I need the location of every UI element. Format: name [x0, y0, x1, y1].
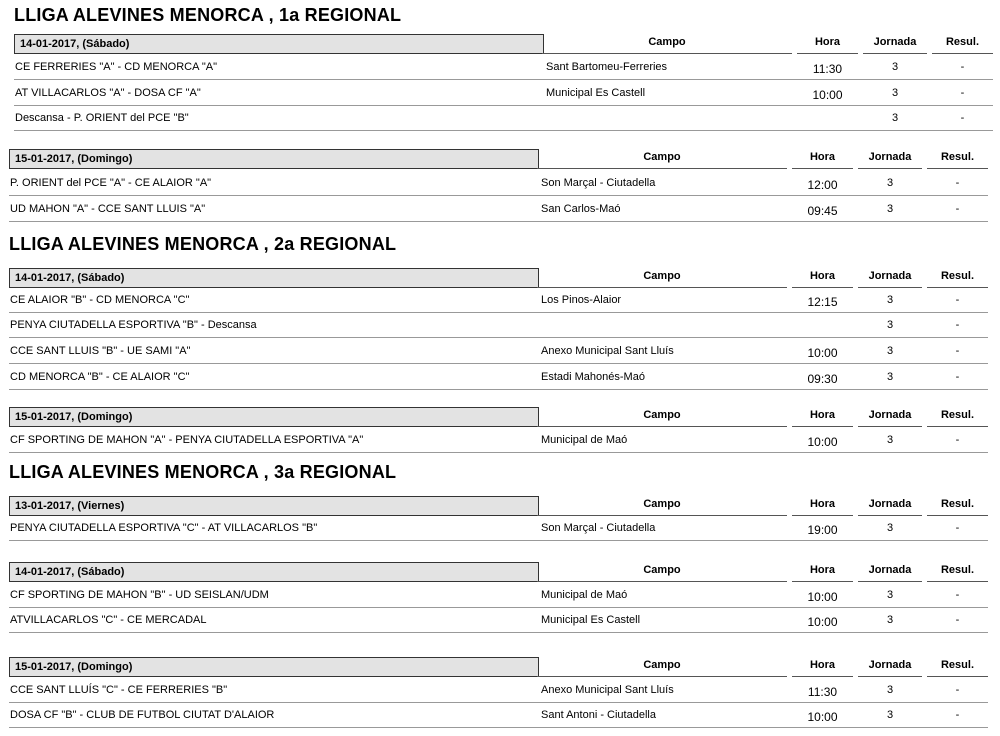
- match-hora: 10:00: [807, 346, 838, 360]
- header-jornada: Jornada: [868, 270, 912, 282]
- header-underline: [927, 676, 988, 677]
- match-campo: Municipal de Maó: [541, 434, 628, 446]
- date-header: 15-01-2017, (Domingo): [9, 149, 539, 169]
- match-teams: CE FERRERIES "A" - CD MENORCA "A": [15, 61, 218, 73]
- header-underline: [858, 581, 922, 582]
- header-underline: [792, 515, 853, 516]
- match-hora: 10:00: [807, 435, 838, 449]
- match-jornada: 3: [886, 294, 894, 306]
- match-campo: Municipal de Maó: [541, 589, 628, 601]
- header-underline: [792, 426, 853, 427]
- match-hora: 12:15: [807, 295, 838, 309]
- match-teams: AT VILLACARLOS "A" - DOSA CF "A": [15, 87, 201, 99]
- header-hora: Hora: [809, 659, 836, 671]
- header-underline: [537, 676, 787, 677]
- match-hora: 10:00: [807, 590, 838, 604]
- header-underline: [858, 287, 922, 288]
- match-campo: Los Pinos-Alaior: [541, 294, 622, 306]
- row-separator: [9, 540, 988, 541]
- match-jornada: 3: [886, 177, 894, 189]
- header-campo: Campo: [643, 498, 681, 510]
- header-underline: [863, 53, 927, 54]
- header-hora: Hora: [809, 498, 836, 510]
- match-hora: 12:00: [807, 178, 838, 192]
- match-campo: Anexo Municipal Sant Lluís: [541, 345, 674, 357]
- row-separator: [9, 452, 988, 453]
- header-hora: Hora: [809, 564, 836, 576]
- header-underline: [927, 287, 988, 288]
- match-jornada: 3: [886, 522, 894, 534]
- header-underline: [858, 426, 922, 427]
- match-jornada: 3: [886, 684, 894, 696]
- match-jornada: 3: [886, 434, 894, 446]
- match-campo: Anexo Municipal Sant Lluís: [541, 684, 674, 696]
- row-separator: [9, 632, 988, 633]
- header-underline: [858, 168, 922, 169]
- match-teams: CCE SANT LLUÍS "C" - CE FERRERIES "B": [10, 684, 228, 696]
- match-hora: 09:45: [807, 204, 838, 218]
- match-campo: San Carlos-Maó: [541, 203, 621, 215]
- match-resul: -: [955, 522, 960, 534]
- match-resul: -: [955, 614, 960, 626]
- match-hora: 09:30: [807, 372, 838, 386]
- match-teams: P. ORIENT del PCE "A" - CE ALAIOR "A": [10, 177, 212, 189]
- header-hora: Hora: [809, 151, 836, 163]
- header-campo: Campo: [643, 409, 681, 421]
- match-resul: -: [955, 684, 960, 696]
- header-resul: Resul.: [940, 270, 974, 282]
- match-resul: -: [960, 112, 965, 124]
- header-underline: [537, 515, 787, 516]
- row-separator: [14, 105, 993, 106]
- match-teams: DOSA CF "B" - CLUB DE FUTBOL CIUTAT D'ALAIOR: [10, 709, 275, 721]
- match-hora: 10:00: [807, 710, 838, 724]
- header-underline: [542, 53, 792, 54]
- match-resul: -: [955, 294, 960, 306]
- match-resul: -: [955, 589, 960, 601]
- match-jornada: 3: [886, 345, 894, 357]
- header-campo: Campo: [643, 151, 681, 163]
- match-jornada: 3: [891, 61, 899, 73]
- header-underline: [927, 426, 988, 427]
- match-resul: -: [955, 203, 960, 215]
- match-hora: 10:00: [812, 88, 843, 102]
- match-jornada: 3: [891, 112, 899, 124]
- header-resul: Resul.: [940, 659, 974, 671]
- header-underline: [932, 53, 993, 54]
- match-campo: Sant Antoni - Ciutadella: [541, 709, 656, 721]
- match-resul: -: [960, 87, 965, 99]
- match-jornada: 3: [886, 319, 894, 331]
- header-jornada: Jornada: [868, 564, 912, 576]
- match-teams: CF SPORTING DE MAHON "A" - PENYA CIUTADELLA ESPORTIVA "A": [10, 434, 364, 446]
- match-teams: CD MENORCA "B" - CE ALAIOR "C": [10, 371, 190, 383]
- match-jornada: 3: [891, 87, 899, 99]
- match-jornada: 3: [886, 709, 894, 721]
- row-separator: [9, 337, 988, 338]
- header-campo: Campo: [648, 36, 686, 48]
- match-teams: CF SPORTING DE MAHON "B" - UD SEISLAN/UDM: [10, 589, 269, 601]
- header-hora: Hora: [809, 409, 836, 421]
- row-separator: [9, 607, 988, 608]
- row-separator: [9, 221, 988, 222]
- match-teams: PENYA CIUTADELLA ESPORTIVA "C" - AT VILLACARLOS "B": [10, 522, 318, 534]
- row-separator: [14, 130, 993, 131]
- header-jornada: Jornada: [868, 498, 912, 510]
- header-underline: [858, 515, 922, 516]
- header-underline: [537, 426, 787, 427]
- header-resul: Resul.: [940, 151, 974, 163]
- row-separator: [9, 363, 988, 364]
- match-resul: -: [955, 709, 960, 721]
- header-campo: Campo: [643, 659, 681, 671]
- section-title: LLIGA ALEVINES MENORCA , 3a REGIONAL: [9, 462, 397, 482]
- match-resul: -: [955, 345, 960, 357]
- match-resul: -: [955, 319, 960, 331]
- match-teams: CE ALAIOR "B" - CD MENORCA "C": [10, 294, 190, 306]
- match-resul: -: [955, 177, 960, 189]
- header-resul: Resul.: [940, 409, 974, 421]
- row-separator: [9, 727, 988, 728]
- match-campo: Sant Bartomeu-Ferreries: [546, 61, 668, 73]
- match-hora: 11:30: [812, 62, 843, 76]
- header-jornada: Jornada: [868, 659, 912, 671]
- match-teams: PENYA CIUTADELLA ESPORTIVA "B" - Descansa: [10, 319, 257, 331]
- date-header: 13-01-2017, (Viernes): [9, 496, 539, 516]
- header-campo: Campo: [643, 564, 681, 576]
- section-title: LLIGA ALEVINES MENORCA , 1a REGIONAL: [14, 5, 402, 25]
- header-jornada: Jornada: [868, 151, 912, 163]
- header-resul: Resul.: [940, 564, 974, 576]
- match-jornada: 3: [886, 589, 894, 601]
- header-underline: [792, 581, 853, 582]
- header-campo: Campo: [643, 270, 681, 282]
- header-underline: [792, 168, 853, 169]
- match-resul: -: [955, 434, 960, 446]
- match-campo: Estadi Mahonés-Maó: [541, 371, 645, 383]
- match-jornada: 3: [886, 614, 894, 626]
- row-separator: [9, 389, 988, 390]
- match-campo: Son Marçal - Ciutadella: [541, 177, 656, 189]
- match-campo: Son Marçal - Ciutadella: [541, 522, 656, 534]
- header-underline: [927, 168, 988, 169]
- header-underline: [792, 287, 853, 288]
- match-resul: -: [955, 371, 960, 383]
- match-hora: 19:00: [807, 523, 838, 537]
- match-jornada: 3: [886, 203, 894, 215]
- date-header: 15-01-2017, (Domingo): [9, 407, 539, 427]
- date-header: 14-01-2017, (Sábado): [14, 34, 544, 54]
- header-underline: [537, 581, 787, 582]
- row-separator: [14, 79, 993, 80]
- date-header: 14-01-2017, (Sábado): [9, 268, 539, 288]
- header-resul: Resul.: [940, 498, 974, 510]
- header-underline: [858, 676, 922, 677]
- row-separator: [9, 195, 988, 196]
- header-underline: [537, 287, 787, 288]
- match-hora: 11:30: [807, 685, 838, 699]
- header-jornada: Jornada: [868, 409, 912, 421]
- match-teams: UD MAHON "A" - CCE SANT LLUIS "A": [10, 203, 206, 215]
- match-resul: -: [960, 61, 965, 73]
- header-underline: [537, 168, 787, 169]
- date-header: 14-01-2017, (Sábado): [9, 562, 539, 582]
- match-campo: Municipal Es Castell: [541, 614, 641, 626]
- header-underline: [927, 515, 988, 516]
- match-teams: CCE SANT LLUIS "B" - UE SAMI "A": [10, 345, 191, 357]
- row-separator: [9, 702, 988, 703]
- header-underline: [927, 581, 988, 582]
- section-title: LLIGA ALEVINES MENORCA , 2a REGIONAL: [9, 234, 397, 254]
- match-campo: Municipal Es Castell: [546, 87, 646, 99]
- match-jornada: 3: [886, 371, 894, 383]
- header-resul: Resul.: [945, 36, 979, 48]
- header-hora: Hora: [809, 270, 836, 282]
- header-jornada: Jornada: [873, 36, 917, 48]
- header-underline: [792, 676, 853, 677]
- header-underline: [797, 53, 858, 54]
- row-separator: [9, 312, 988, 313]
- date-header: 15-01-2017, (Domingo): [9, 657, 539, 677]
- match-hora: 10:00: [807, 615, 838, 629]
- match-teams: Descansa - P. ORIENT del PCE "B": [15, 112, 189, 124]
- header-hora: Hora: [814, 36, 841, 48]
- match-teams: ATVILLACARLOS "C" - CE MERCADAL: [10, 614, 207, 626]
